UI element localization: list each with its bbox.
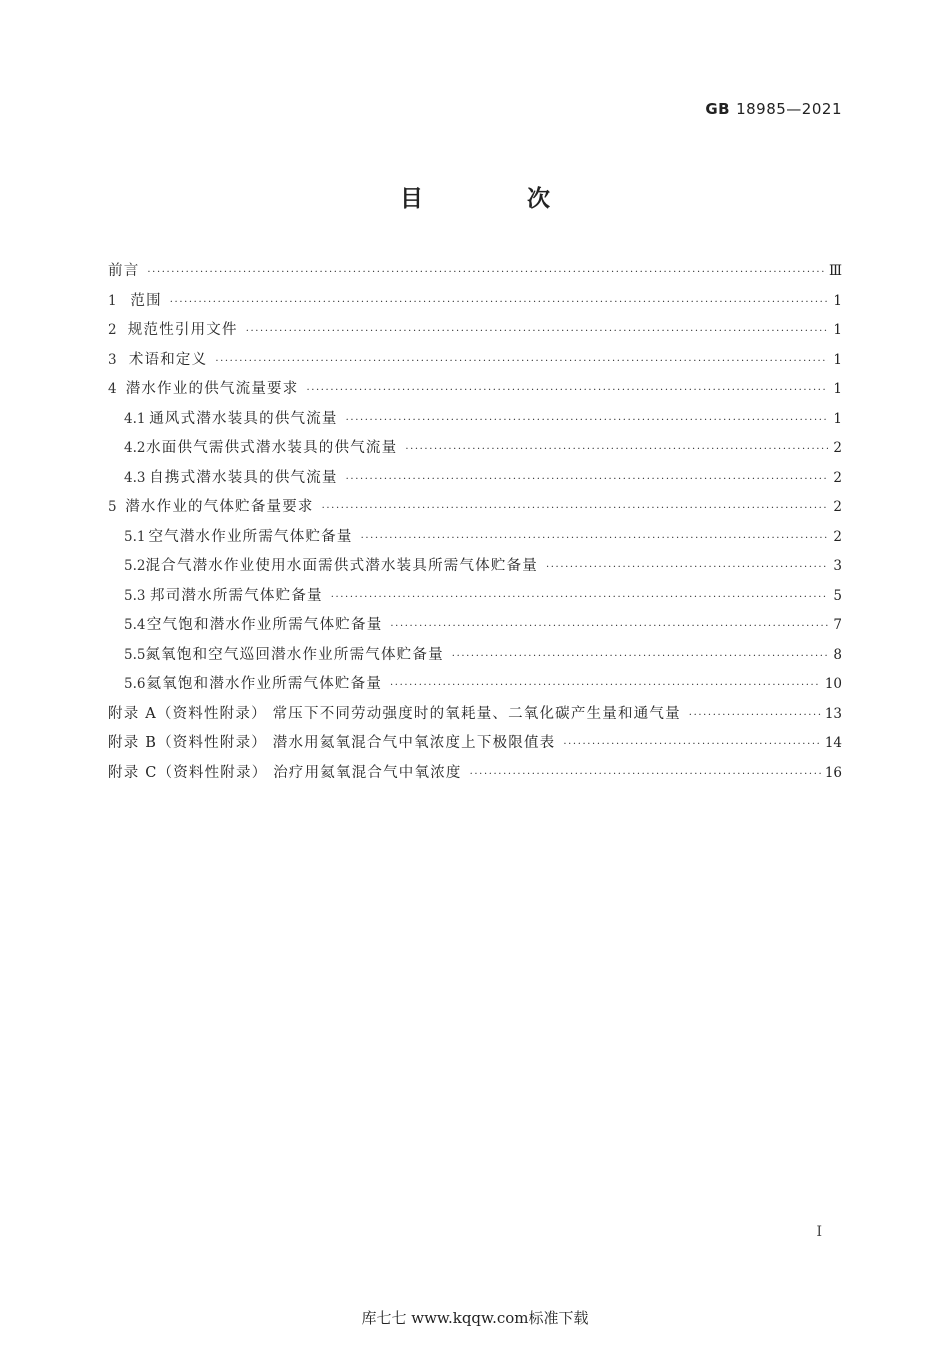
- toc-entry[interactable]: [108, 375, 842, 405]
- footer-watermark: 库七七 www.kqqw.com标准下载: [361, 1309, 589, 1327]
- toc-entry[interactable]: [108, 434, 842, 464]
- toc-entry-title: 氦氧饱和潜水作业所需气体贮备量: [146, 676, 383, 692]
- toc-entry[interactable]: [108, 493, 842, 523]
- toc-entry-page: 2: [833, 469, 842, 486]
- toc-entry-number: 3: [108, 351, 117, 368]
- toc-leader-dots: [546, 553, 828, 583]
- toc-entry-title: 规范性引用文件: [127, 322, 238, 338]
- toc-entry-title: 混合气潜水作业使用水面需供式潜水装具所需气体贮备量: [145, 558, 538, 574]
- toc-entry-title: 空气潜水作业所需气体贮备量: [148, 528, 353, 545]
- toc-entry[interactable]: [108, 316, 842, 346]
- toc-leader-dots: [170, 288, 828, 318]
- toc-entry-appendix[interactable]: [108, 700, 842, 730]
- toc-entry-title: 自携式潜水装具的供气流量: [149, 469, 338, 486]
- toc-entry-page: 3: [833, 558, 842, 574]
- toc-entry-page: Ⅲ: [828, 263, 842, 279]
- toc-entry-number: 5.1: [124, 528, 146, 545]
- toc-entry-number: 5.4: [124, 617, 146, 633]
- toc-entry-title: 潜水作业的气体贮备量要求: [125, 499, 314, 515]
- toc-entry-title: 潜水作业的供气流量要求: [125, 381, 299, 397]
- toc-entry[interactable]: [108, 641, 842, 671]
- table-of-contents: [108, 257, 842, 788]
- toc-entry-title: 前言: [108, 263, 140, 279]
- toc-entry-page: 1: [833, 351, 842, 368]
- toc-leader-dots: [331, 583, 828, 613]
- toc-entry-title: 附录 A（资料性附录） 常压下不同劳动强度时的氧耗量、二氧化碳产生量和通气量: [108, 705, 681, 722]
- toc-leader-dots: [306, 376, 828, 406]
- toc-leader-dots: [346, 406, 828, 436]
- page-folio: I: [816, 1224, 822, 1240]
- toc-leader-dots: [215, 347, 828, 377]
- toc-entry-number: 4.1: [124, 410, 146, 427]
- toc-entry[interactable]: [108, 552, 842, 582]
- toc-entry-title: 附录 C（资料性附录） 治疗用氦氧混合气中氧浓度: [108, 764, 462, 781]
- toc-entry-page: 2: [833, 440, 842, 456]
- toc-entry-page: 14: [824, 735, 842, 751]
- toc-entry-number: 4.2: [124, 440, 146, 456]
- toc-entry-number: 2: [108, 322, 117, 338]
- page-title: 目 次: [399, 186, 598, 212]
- toc-entry[interactable]: [108, 523, 842, 553]
- toc-entry-number: 5.2: [124, 558, 146, 574]
- toc-leader-dots: [361, 524, 828, 554]
- toc-entry[interactable]: [108, 287, 842, 317]
- toc-entry-number: 5.6: [124, 676, 146, 692]
- toc-entry[interactable]: [108, 346, 842, 376]
- toc-leader-dots: [390, 612, 828, 642]
- toc-leader-dots: [147, 258, 825, 288]
- toc-entry-title: 附录 B（资料性附录） 潜水用氦氧混合气中氧浓度上下极限值表: [108, 735, 556, 751]
- toc-entry-title: 空气饱和潜水作业所需气体贮备量: [146, 617, 383, 633]
- toc-entry-page: 16: [824, 764, 842, 781]
- toc-leader-dots: [563, 730, 820, 760]
- standard-code: 18985—2021: [736, 100, 842, 118]
- toc-entry-page: 2: [833, 499, 842, 515]
- standard-number: [705, 100, 842, 118]
- toc-entry-page: 13: [824, 705, 842, 722]
- toc-entry-appendix[interactable]: [108, 729, 842, 759]
- toc-entry-page: 1: [833, 292, 842, 309]
- toc-entry-page: 10: [824, 676, 842, 692]
- toc-entry-page: 7: [833, 617, 842, 633]
- toc-entry-page: 5: [833, 587, 842, 604]
- toc-entry-page: 8: [833, 646, 842, 663]
- toc-entry-appendix[interactable]: [108, 759, 842, 789]
- toc-entry-number: 5: [108, 499, 117, 515]
- toc-entry[interactable]: [108, 582, 842, 612]
- toc-entry-title: 氮氧饱和空气巡回潜水作业所需气体贮备量: [145, 646, 444, 663]
- toc-entry-page: 1: [833, 410, 842, 427]
- toc-leader-dots: [470, 760, 821, 790]
- toc-entry-number: 4.3: [124, 469, 146, 486]
- toc-leader-dots: [390, 671, 821, 701]
- toc-entry-title: 邦司潜水所需气体贮备量: [150, 587, 323, 604]
- toc-entry-number: 5.3: [124, 587, 146, 604]
- toc-entry-number: 5.5: [124, 646, 146, 663]
- toc-leader-dots: [452, 642, 828, 672]
- toc-entry-page: 1: [833, 381, 842, 397]
- toc-entry-page: 2: [833, 528, 842, 545]
- toc-entry-page: 1: [833, 322, 842, 338]
- toc-entry[interactable]: [108, 670, 842, 700]
- toc-entry-title: 范围: [130, 292, 162, 309]
- toc-entry[interactable]: [108, 257, 842, 287]
- toc-leader-dots: [322, 494, 828, 524]
- toc-entry[interactable]: [108, 611, 842, 641]
- toc-entry[interactable]: [108, 405, 842, 435]
- toc-entry-title: 通风式潜水装具的供气流量: [149, 410, 338, 427]
- toc-leader-dots: [689, 701, 821, 731]
- toc-entry-title: 术语和定义: [128, 351, 208, 368]
- toc-leader-dots: [405, 435, 828, 465]
- toc-leader-dots: [246, 317, 828, 347]
- toc-entry-number: 4: [108, 381, 117, 397]
- standard-prefix: GB: [705, 100, 731, 118]
- toc-entry[interactable]: [108, 464, 842, 494]
- toc-entry-number: 1: [108, 292, 117, 309]
- toc-leader-dots: [346, 465, 828, 495]
- toc-entry-title: 水面供气需供式潜水装具的供气流量: [146, 440, 398, 456]
